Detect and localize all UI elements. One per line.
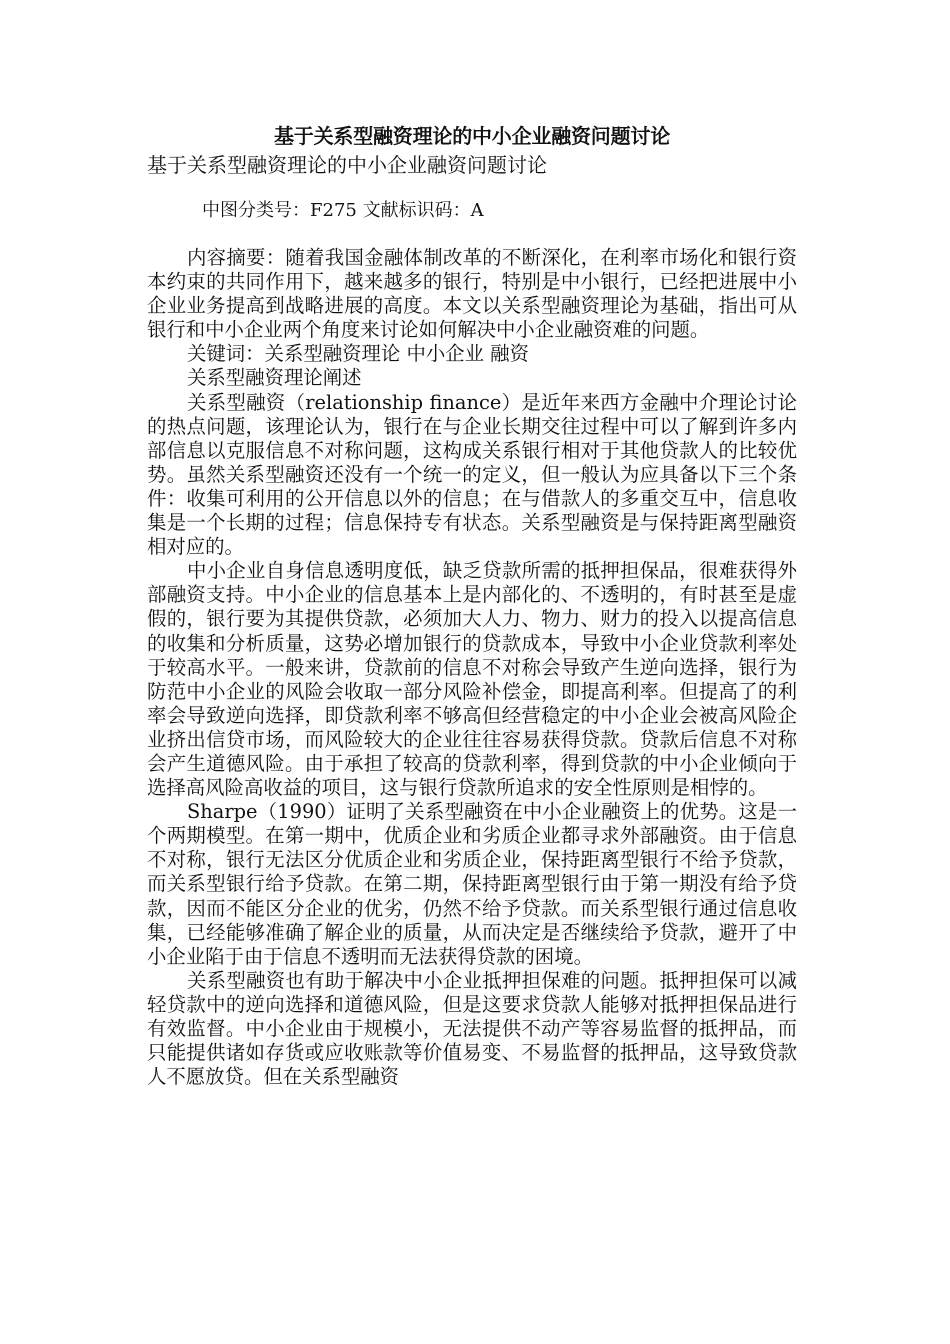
abstract-paragraph: 内容摘要：随着我国金融体制改革的不断深化，在利率市场化和银行资本约束的共同作用下，越来越多的银行，特别是中小银行，已经把进展中小企业业务提高到战略进展的高度。本文以关系型融资理论为基础，指出可从银行和中小企业两个角度来讨论如何解决中小企业融资难的问题。 <box>147 246 797 342</box>
body-paragraph: Sharpe（1990）证明了关系型融资在中小企业融资上的优势。这是一个两期模型。在第一期中，优质企业和劣质企业都寻求外部融资。由于信息不对称，银行无法区分优质企业和劣质企业，保持距离型银行不给予贷款，而关系型银行给予贷款。在第二期，保持距离型银行由于第一期没有给予贷款，因而不能区分企业的优劣，仍然不给予贷款。而关系型银行通过信息收集，已经能够准确了解企业的质量，从而决定是否继续给予贷款，避开了中小企业陷于由于信息不透明而无法获得贷款的困境。 <box>147 800 797 968</box>
section-heading: 关系型融资理论阐述 <box>187 366 362 390</box>
document-subtitle: 基于关系型融资理论的中小企业融资问题讨论 <box>147 153 547 177</box>
classification-line: 中图分类号：F275 文献标识码：A <box>202 200 484 221</box>
body-paragraph: 关系型融资（relationship finance）是近年来西方金融中介理论讨论的热点问题，该理论认为，银行在与企业长期交往过程中可以了解到许多内部信息以克服信息不对称问题，这构成关系银行相对于其他贷款人的比较优势。虽然关系型融资还没有一个统一的定义，但一般认为应具备以下三个条件：收集可利用的公开信息以外的信息；在与借款人的多重交互中，信息收集是一个长期的过程；信息保持专有状态。关系型融资是与保持距离型融资相对应的。 <box>147 390 797 559</box>
keywords-line: 关键词：关系型融资理论 中小企业 融资 <box>187 342 529 366</box>
document-page <box>147 120 797 1089</box>
body-paragraph: 中小企业自身信息透明度低，缺乏贷款所需的抵押担保品，很难获得外部融资支持。中小企业的信息基本上是内部化的、不透明的，有时甚至是虚假的，银行要为其提供贷款，必须加大人力、物力、财力的投入以提高信息的收集和分析质量，这势必增加银行的贷款成本，导致中小企业贷款利率处于较高水平。一般来讲，贷款前的信息不对称会导致产生逆向选择，银行为防范中小企业的风险会收取一部分风险补偿金，即提高利率。但提高了的利率会导致逆向选择，即贷款利率不够高但经营稳定的中小企业会被高风险企业挤出信贷市场，而风险较大的企业往往容易获得贷款。贷款后信息不对称会产生道德风险。由于承担了较高的贷款利率，得到贷款的中小企业倾向于选择高风险高收益的项目，这与银行贷款所追求的安全性原则是相悖的。 <box>147 559 797 800</box>
body-paragraph: 关系型融资也有助于解决中小企业抵押担保难的问题。抵押担保可以减轻贷款中的逆向选择和道德风险，但是这要求贷款人能够对抵押担保品进行有效监督。中小企业由于规模小，无法提供不动产等容易监督的抵押品，而只能提供诸如存货或应收账款等价值易变、不易监督的抵押品，这导致贷款人不愿放贷。但在关系型融资 <box>147 968 797 1089</box>
document-title: 基于关系型融资理论的中小企业融资问题讨论 <box>274 124 670 148</box>
